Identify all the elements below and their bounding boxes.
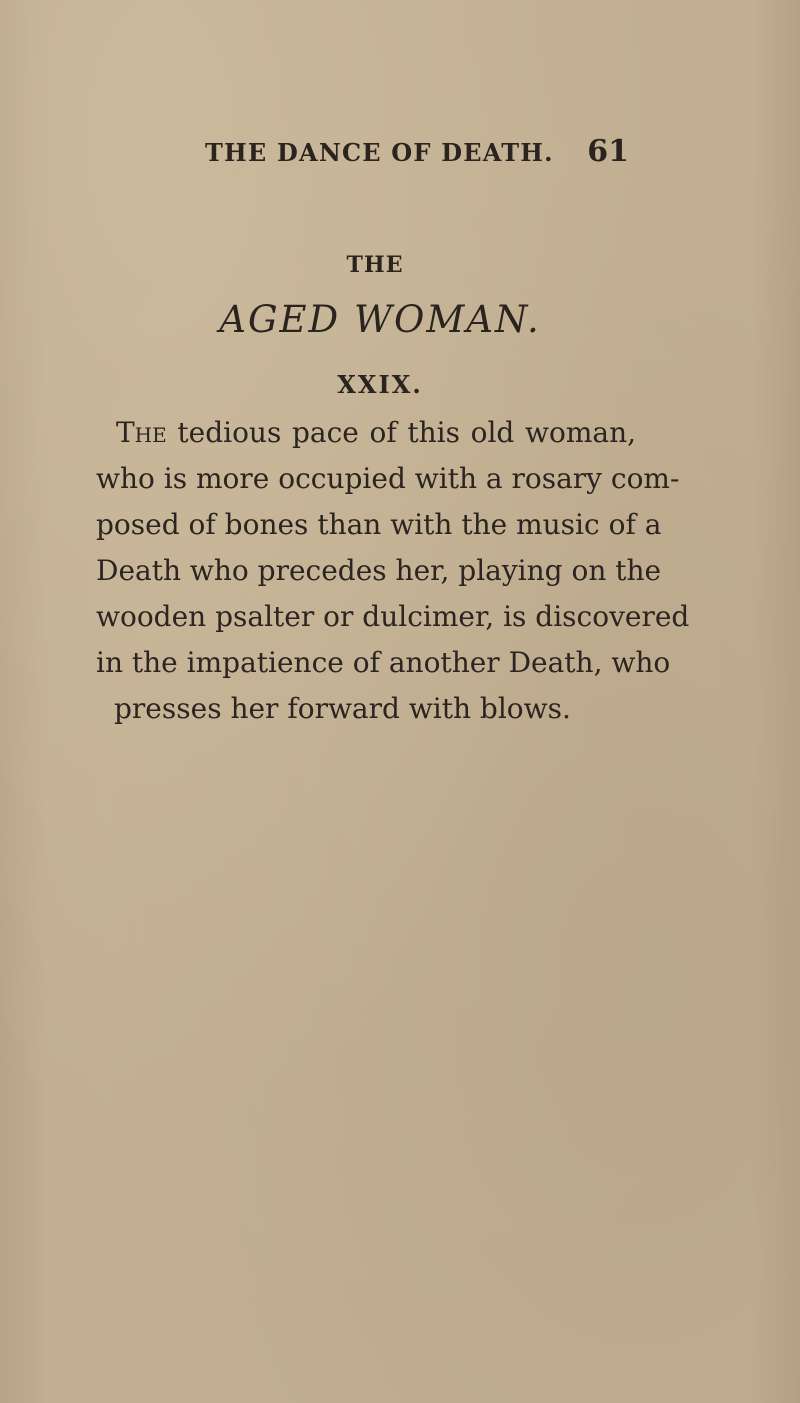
running-head (205, 134, 629, 178)
lead-word: The (116, 416, 167, 449)
running-title: THE DANCE OF DEATH. (205, 138, 554, 167)
body-line: in the impatience of another Death, who (96, 646, 671, 679)
body-line-text: tedious pace of this old woman, (177, 416, 636, 449)
body-line: wooden psalter or dulcimer, is discovered (96, 600, 690, 633)
chapter-title: AGED WOMAN. (219, 298, 541, 341)
body-line: posed of bones than with the music of a (96, 508, 662, 541)
page-number: 61 (587, 134, 629, 169)
body-line: Death who precedes her, playing on the (96, 554, 662, 587)
body-line: presses her forward with blows. (114, 692, 571, 725)
body-paragraph (96, 410, 690, 732)
body-line: who is more occupied with a rosary com- (96, 462, 680, 495)
chapter-pre-title: THE (346, 252, 404, 278)
chapter-numeral: XXIX. (337, 370, 423, 399)
body-line (96, 410, 636, 456)
